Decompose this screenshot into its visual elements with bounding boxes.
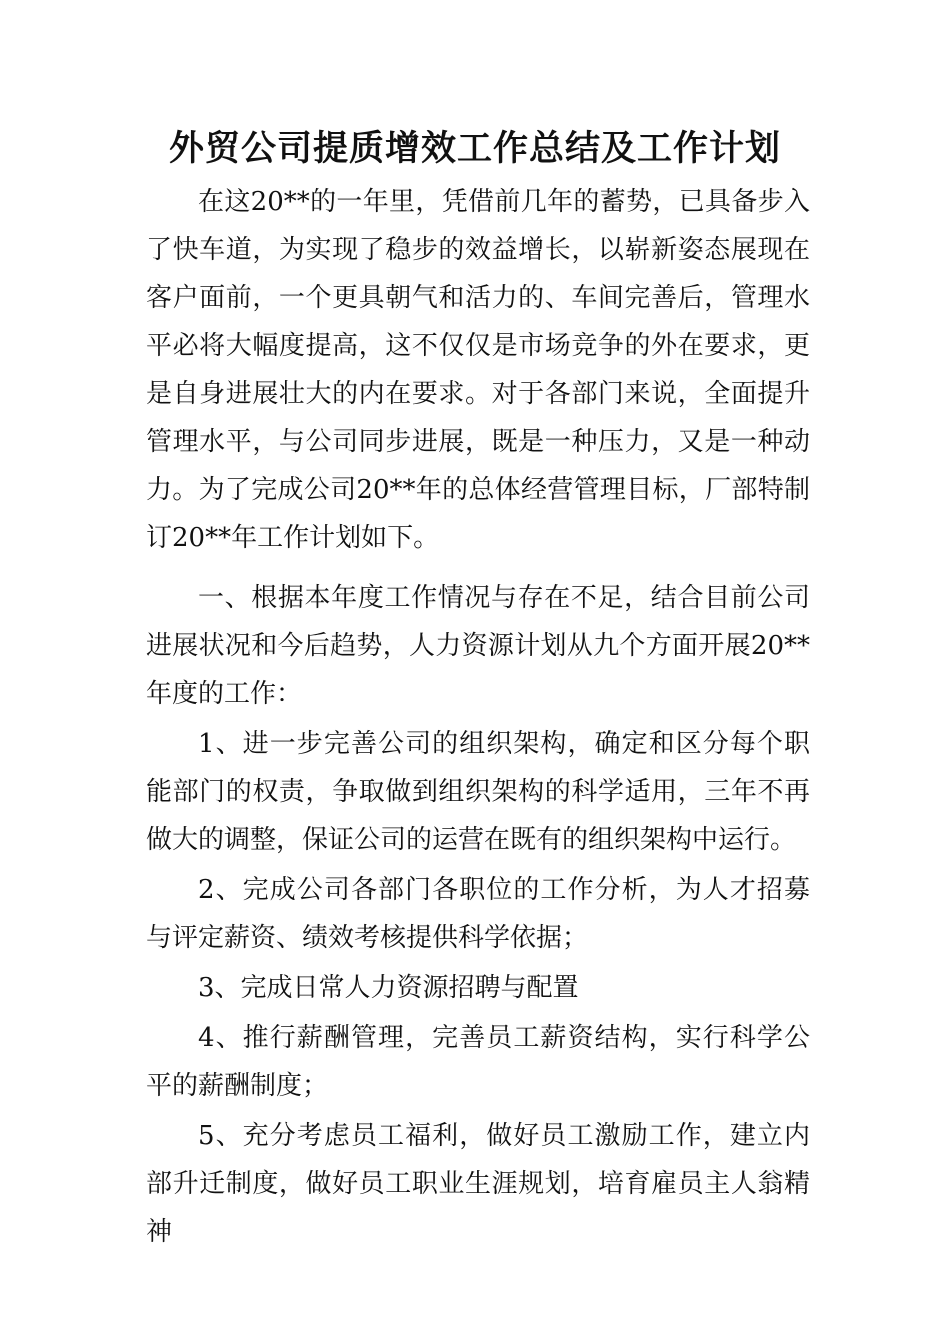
item-three-paragraph: 3、完成日常人力资源招聘与配置 — [198, 973, 579, 1003]
document-body — [146, 178, 810, 1256]
section-one-paragraph: 一、根据本年度工作情况与存在不足，结合目前公司进展状况和今后趋势，人力资源计划从九个方面开展20**年度的工作： — [146, 583, 810, 709]
item-two-paragraph: 2、完成公司各部门各职位的工作分析，为人才招募与评定薪资、绩效考核提供科学依据； — [146, 875, 810, 953]
item-four-paragraph: 4、推行薪酬管理，完善员工薪资结构，实行科学公平的薪酬制度； — [146, 1023, 810, 1101]
item-five-paragraph: 5、充分考虑员工福利，做好员工激励工作，建立内部升迁制度，做好员工职业生涯规划，培育雇员主人翁精神 — [146, 1121, 810, 1247]
item-one-paragraph: 1、进一步完善公司的组织架构，确定和区分每个职能部门的权责，争取做到组织架构的科学适用，三年不再做大的调整，保证公司的运营在既有的组织架构中运行。 — [146, 729, 810, 855]
document-title: 外贸公司提质增效工作总结及工作计划 — [168, 129, 781, 169]
intro-paragraph: 在这20**的一年里，凭借前几年的蓄势，已具备步入了快车道，为实现了稳步的效益增长，以崭新姿态展现在客户面前，一个更具朝气和活力的、车间完善后，管理水平必将大幅度提高，这不仅仅是市场竞争的外在要求，更是自身进展壮大的内在要求。对于各部门来说，全面提升管理水平，与公司同步进展，既是一种压力，又是一种动力。为了完成公司20**年的总体经营管理目标，厂部特制订20**年工作计划如下。 — [146, 187, 810, 553]
